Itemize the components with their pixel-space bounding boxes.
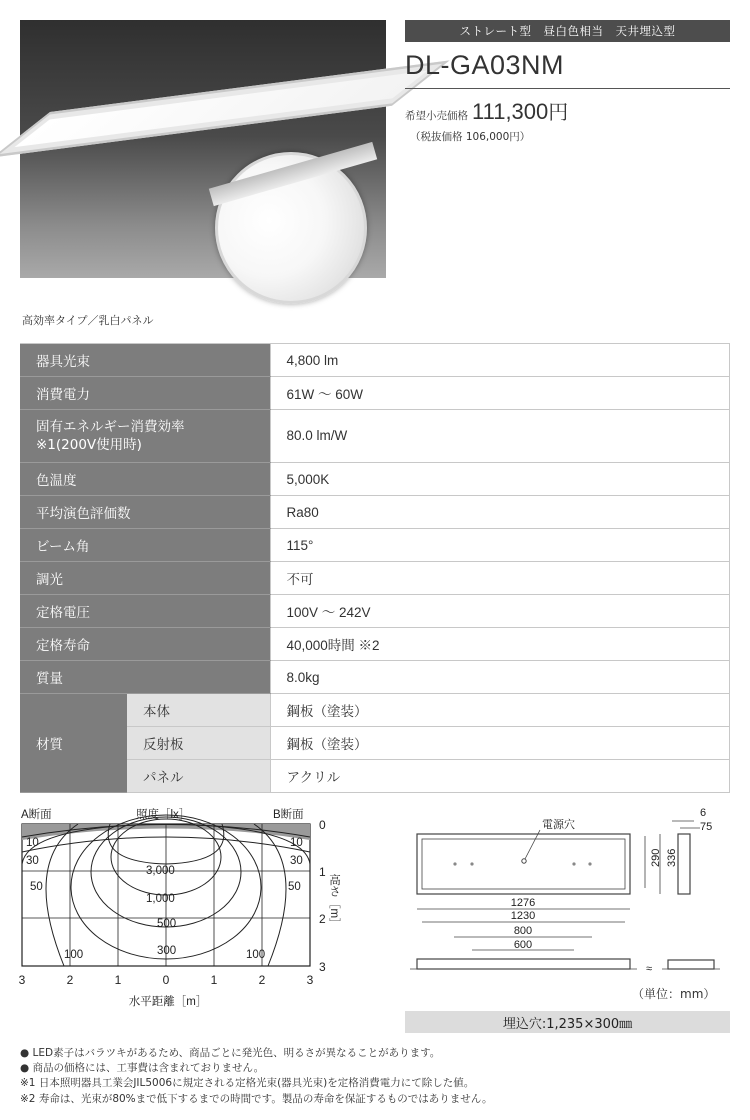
- spec-table: [20, 343, 730, 793]
- curve-label: 500: [157, 918, 177, 930]
- price-value: 111,300: [472, 99, 549, 124]
- product-photo: [20, 20, 386, 278]
- curve-label: 300: [157, 945, 177, 957]
- model-number: DL-GA03NM: [405, 50, 565, 80]
- front-side-view: [668, 960, 714, 969]
- curve-label: 30: [26, 855, 39, 867]
- x-tick: 2: [66, 973, 74, 987]
- curve-label: 10: [26, 837, 39, 849]
- section-a-label: A断面: [21, 809, 52, 821]
- spec-key: [20, 410, 270, 463]
- spec-value: 40,000時間 ※2: [270, 628, 730, 661]
- top-view-outline: [417, 834, 630, 894]
- x-tick: 0: [162, 973, 170, 987]
- x-tick: 1: [210, 973, 218, 987]
- curve-label: 50: [288, 881, 301, 893]
- curve-label: 100: [246, 949, 266, 961]
- y-tick: 3: [319, 960, 326, 974]
- spec-value: 不可: [270, 562, 730, 595]
- spec-key: 色温度: [20, 463, 270, 496]
- spec-row: [20, 410, 730, 463]
- photo-caption: 高効率タイプ／乳白パネル: [22, 314, 154, 327]
- note-line: ※1 日本照明器具工業会JIL5006に規定される定格光束(器具光束)を定格消費電力にて除した値。: [20, 1077, 475, 1090]
- dim-600: 600: [513, 939, 533, 951]
- cutout-size: 埋込穴:1,235×300㎜: [405, 1011, 730, 1033]
- dim-290: 290: [650, 848, 662, 867]
- dim-336: 336: [666, 848, 678, 867]
- spec-value: Ra80: [270, 496, 730, 529]
- dim-75: 75: [700, 821, 713, 833]
- spec-key: 調光: [20, 562, 270, 595]
- material-sub-key: パネル: [127, 760, 270, 793]
- spec-row: [20, 595, 730, 628]
- spec-value: 8.0kg: [270, 661, 730, 694]
- spec-key: 定格電圧: [20, 595, 270, 628]
- spec-key: 質量: [20, 661, 270, 694]
- spec-row: [20, 661, 730, 694]
- material-row: [20, 727, 730, 760]
- y-tick-labels: [319, 818, 326, 974]
- material-sub-key: 本体: [127, 694, 270, 727]
- y-tick: 1: [319, 865, 326, 879]
- spec-value: 115°: [270, 529, 730, 562]
- y-tick: 0: [319, 818, 326, 832]
- dim-6: 6: [700, 807, 707, 819]
- spec-row: [20, 463, 730, 496]
- curve-label: 50: [30, 881, 43, 893]
- spec-key: 平均演色評価数: [20, 496, 270, 529]
- product-type-tag: ストレート型 昼白色相当 天井埋込型: [405, 20, 730, 42]
- light-distribution-chart: [18, 802, 338, 1017]
- spec-key: 定格寿命: [20, 628, 270, 661]
- curve-label: 1,000: [146, 893, 175, 905]
- material-row: [20, 694, 730, 727]
- y-tick: 2: [319, 912, 326, 926]
- x-tick-labels: [19, 973, 314, 987]
- price-row: [405, 96, 568, 125]
- spec-value: 4,800 lm: [270, 344, 730, 377]
- x-tick: 3: [18, 973, 26, 987]
- dim-1230: 1230: [510, 910, 536, 922]
- spec-row: [20, 562, 730, 595]
- y-axis-label: 高さ［m］: [328, 874, 340, 930]
- price-label: 希望小売価格: [405, 110, 468, 122]
- spec-row: [20, 496, 730, 529]
- illuminance-unit-label: 照度［lx］: [136, 809, 191, 821]
- spec-key-line: 固有エネルギー消費効率: [36, 418, 185, 435]
- spec-row: [20, 628, 730, 661]
- note-line: ● LED素子はバラツキがあるため、商品ごとに発光色、明るさが異なることがあります。: [20, 1047, 441, 1059]
- break-mark: ≈: [646, 963, 653, 975]
- spec-row: [20, 377, 730, 410]
- spec-value: 61W ～ 60W: [270, 377, 730, 410]
- unit-label: （単位：mm）: [632, 987, 716, 1001]
- material-row: [20, 760, 730, 793]
- power-hole-label: 電源穴: [542, 819, 575, 831]
- spec-value: 80.0 lm/W: [270, 410, 730, 463]
- panel-closeup-image: [215, 152, 367, 304]
- spec-row: [20, 529, 730, 562]
- curve-label: 10: [290, 837, 303, 849]
- spec-key-line: ※1(200V使用時): [36, 437, 142, 453]
- section-b-label: B断面: [273, 809, 304, 821]
- spec-key: 消費電力: [20, 377, 270, 410]
- notes: [20, 1046, 492, 1107]
- spec-row: [20, 344, 730, 377]
- spec-value: 100V ～ 242V: [270, 595, 730, 628]
- material-value: 鋼板（塗装）: [270, 727, 730, 760]
- note-line: ● 商品の価格には、工事費は含まれておりません。: [20, 1062, 265, 1075]
- spec-value: 5,000K: [270, 463, 730, 496]
- x-axis-label: 水平距離［m］: [128, 996, 208, 1008]
- front-view-outline: [417, 959, 630, 969]
- spec-key: 器具光束: [20, 344, 270, 377]
- price-unit: 円: [548, 100, 569, 124]
- note-line: ※2 寿命は、光束が80%まで低下するまでの時間です。製品の寿命を保証するものではありません。: [20, 1092, 493, 1105]
- curve-label: 30: [290, 855, 303, 867]
- dim-1276: 1276: [510, 897, 536, 909]
- side-view-outline: [678, 834, 690, 894]
- dim-800: 800: [513, 925, 533, 937]
- material-value: 鋼板（塗装）: [270, 694, 730, 727]
- curve-label: 3,000: [146, 865, 175, 877]
- material-sub-key: 反射板: [127, 727, 270, 760]
- x-tick: 2: [258, 973, 266, 987]
- light-panel-image: [0, 60, 450, 157]
- dimension-drawing: [400, 802, 735, 1007]
- curve-label: 100: [64, 949, 84, 961]
- tax-excluded-price: （税抜価格 106,000円）: [410, 131, 531, 143]
- header-divider: [405, 88, 730, 89]
- spec-key: ビーム角: [20, 529, 270, 562]
- material-value: アクリル: [270, 760, 730, 793]
- x-tick: 1: [114, 973, 122, 987]
- x-tick: 3: [306, 973, 314, 987]
- material-key: 材質: [20, 694, 127, 793]
